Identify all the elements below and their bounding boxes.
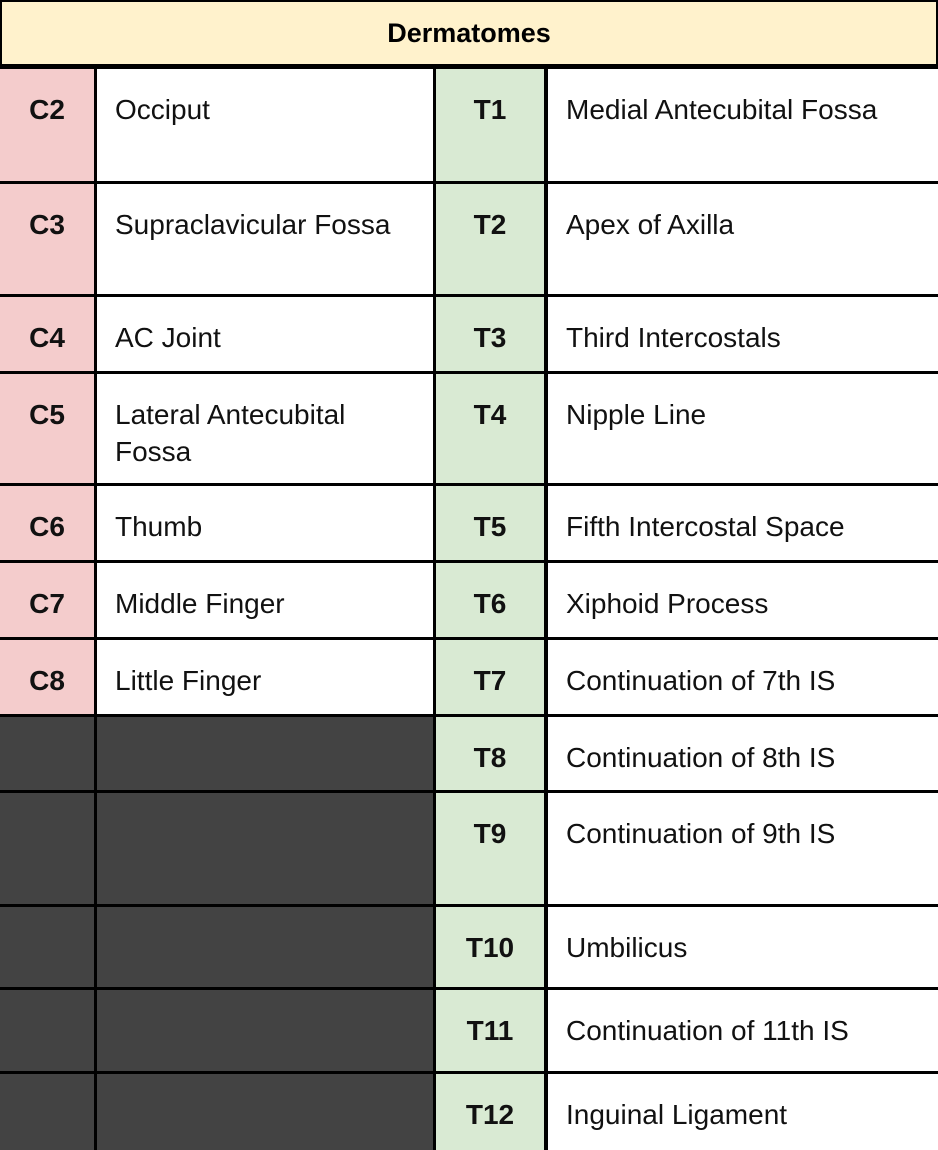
thoracic-desc-cell: Medial Antecubital Fossa	[548, 69, 938, 181]
cervical-desc-cell: AC Joint	[97, 297, 433, 371]
thoracic-desc-cell: Inguinal Ligament	[548, 1074, 938, 1150]
thoracic-code-cell: T9	[436, 793, 544, 904]
empty-cell	[97, 990, 433, 1071]
empty-cell	[0, 990, 94, 1071]
table-title: Dermatomes	[0, 0, 938, 66]
thoracic-desc-cell: Third Intercostals	[548, 297, 938, 371]
thoracic-code-cell: T1	[436, 69, 544, 181]
thoracic-code-cell: T7	[436, 640, 544, 714]
empty-cell	[97, 717, 433, 790]
thoracic-desc-cell: Xiphoid Process	[548, 563, 938, 637]
cervical-desc-cell: Thumb	[97, 486, 433, 560]
cervical-desc-cell: Occiput	[97, 69, 433, 181]
thoracic-desc-cell: Nipple Line	[548, 374, 938, 483]
thoracic-code-cell: T6	[436, 563, 544, 637]
cervical-code-cell: C7	[0, 563, 94, 637]
empty-cell	[97, 793, 433, 904]
cervical-code-cell: C8	[0, 640, 94, 714]
cervical-desc-cell: Supraclavicular Fossa	[97, 184, 433, 294]
thoracic-code-cell: T11	[436, 990, 544, 1071]
thoracic-code-cell: T3	[436, 297, 544, 371]
empty-cell	[0, 717, 94, 790]
thoracic-code-cell: T8	[436, 717, 544, 790]
thoracic-desc-cell: Umbilicus	[548, 907, 938, 987]
thoracic-code-cell: T4	[436, 374, 544, 483]
cervical-code-cell: C4	[0, 297, 94, 371]
thoracic-code-cell: T12	[436, 1074, 544, 1150]
cervical-desc-cell: Little Finger	[97, 640, 433, 714]
empty-cell	[0, 1074, 94, 1150]
thoracic-desc-cell: Fifth Intercostal Space	[548, 486, 938, 560]
cervical-code-cell: C2	[0, 69, 94, 181]
thoracic-code-cell: T5	[436, 486, 544, 560]
thoracic-desc-cell: Continuation of 7th IS	[548, 640, 938, 714]
cervical-desc-cell: Middle Finger	[97, 563, 433, 637]
cervical-code-cell: C5	[0, 374, 94, 483]
empty-cell	[0, 793, 94, 904]
empty-cell	[97, 907, 433, 987]
thoracic-desc-cell: Apex of Axilla	[548, 184, 938, 294]
empty-cell	[97, 1074, 433, 1150]
thoracic-desc-cell: Continuation of 11th IS	[548, 990, 938, 1071]
thoracic-code-cell: T2	[436, 184, 544, 294]
thoracic-desc-cell: Continuation of 9th IS	[548, 793, 938, 904]
thoracic-desc-cell: Continuation of 8th IS	[548, 717, 938, 790]
cervical-code-cell: C3	[0, 184, 94, 294]
empty-cell	[0, 907, 94, 987]
cervical-desc-cell: Lateral Antecubital Fossa	[97, 374, 433, 483]
cervical-code-cell: C6	[0, 486, 94, 560]
thoracic-code-cell: T10	[436, 907, 544, 987]
